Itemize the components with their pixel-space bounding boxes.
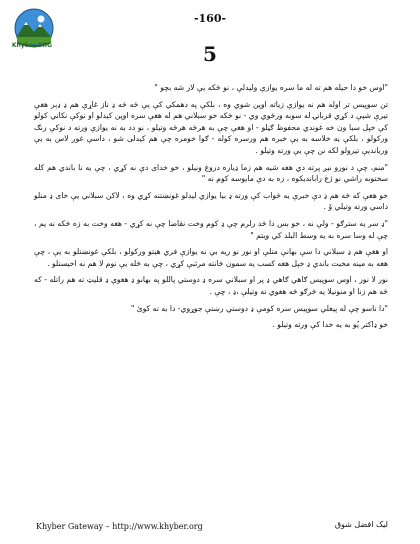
footer-website: Khyber Gateway – http://www.khyber.org: [36, 522, 203, 531]
chapter-number: 5: [203, 42, 217, 66]
paragraph: تن سوپیس تر اوله هم نه یوازې زیاته اوپن شوي وه ، بلکې په دهمکي کې یې ځه ځه ډ ناز غاړې هم ډ ډېر هغې تیرې شپې د کړي قربانۍ له سوبه ورځوي وي - نو ځکه خو سبلاني هم له هغې سره اوپن کیدلو او نوکې نکاني کولو کې خپل سبا ون خه غوندي محفوظ ګڼلو - او هغې چې به هرځه هرځه وتیلو ، نو دد به نه یوازې ورته د نوکې رنګ ورکولو ، بلکې یه خلاسه به یې خبره هم ورسره کوله - ګوا خومره چې هم کیدلی شو ، داسې غوږ لاس به یې وربانديې تیرولو لکه نن چې یې ورته وتیلو .: [34, 99, 388, 155]
paragraph: "منم، چې د نورو نیږ پرته دي هغه شیه هم زما ډیاره دروغ ونیلو ، خو خدای دې نه کړي ، چې یه نا باندي هم کله سختونه راشي نو ژغ رابانديکوه ، زه به دې مایوسه کوم نه ": [34, 162, 388, 184]
footer-author: لیک افضل شوق: [334, 520, 388, 529]
paragraph: "اوس خو دا حیله هم ته له ما سره یوازې ولیدلې ، نو ځکه یې لار شه بچو ": [154, 83, 388, 92]
paragraph: خو ډاکتر یُو به یه خدا کې ورته وتیلو .: [272, 320, 388, 330]
paragraph: خو هغې که څه هم ډ دې خبرې یه ځواب کې ورته ډ بیا یوازي لیدلو غونښتنه کړي وه ، لاکن سبلاني یې خای ډ منلو داسي ورته وتیلي وً .: [34, 190, 388, 212]
body-text: [34, 82, 388, 336]
paragraph: "دا ناسو چې له پیغلي سوپیس سره کومې ډ دوستي رښتې جوړوي- دا به نه کوئ ": [130, 303, 388, 313]
page-number: -160-: [193, 12, 227, 25]
logo-caption: Khyber.ORG: [11, 42, 53, 49]
paragraph: او هغې هم ډ سبلاني دا سې بهانې منلې او نور نو ریه بي نه یوازې فري هیتو ورکولو ، بلکې غونښتلو به یې ، چې هغه به مینه مخبت باندي ډ خپل هغه کسب یه سمون څانته مرئبې کړي ، چې به څله یې نوم لا هم نه اخیستلو .: [34, 247, 388, 268]
paragraph: نور لا نور ، اوس سوپیس ګاهي ګاهي ډ پر او سبلاني سره ډ دوستي پاللو په بهانو ډ هغوې ډ قلیټ ته هم راتله - که څه هم زنا او منونیلا یه څرګو څه هغوي ته وتیلې ،ډ ، چې .: [34, 275, 388, 296]
paragraph: "ډ سر یه سترګو - ولې نه ، خو بس دا څد رلرم چې ډ کوم وخت نقاضا چې نه کړي - هغه وخت به زه څکه نه یم ، چې له وسا سره به یه وسط البلد کي ویتم ": [34, 218, 388, 240]
